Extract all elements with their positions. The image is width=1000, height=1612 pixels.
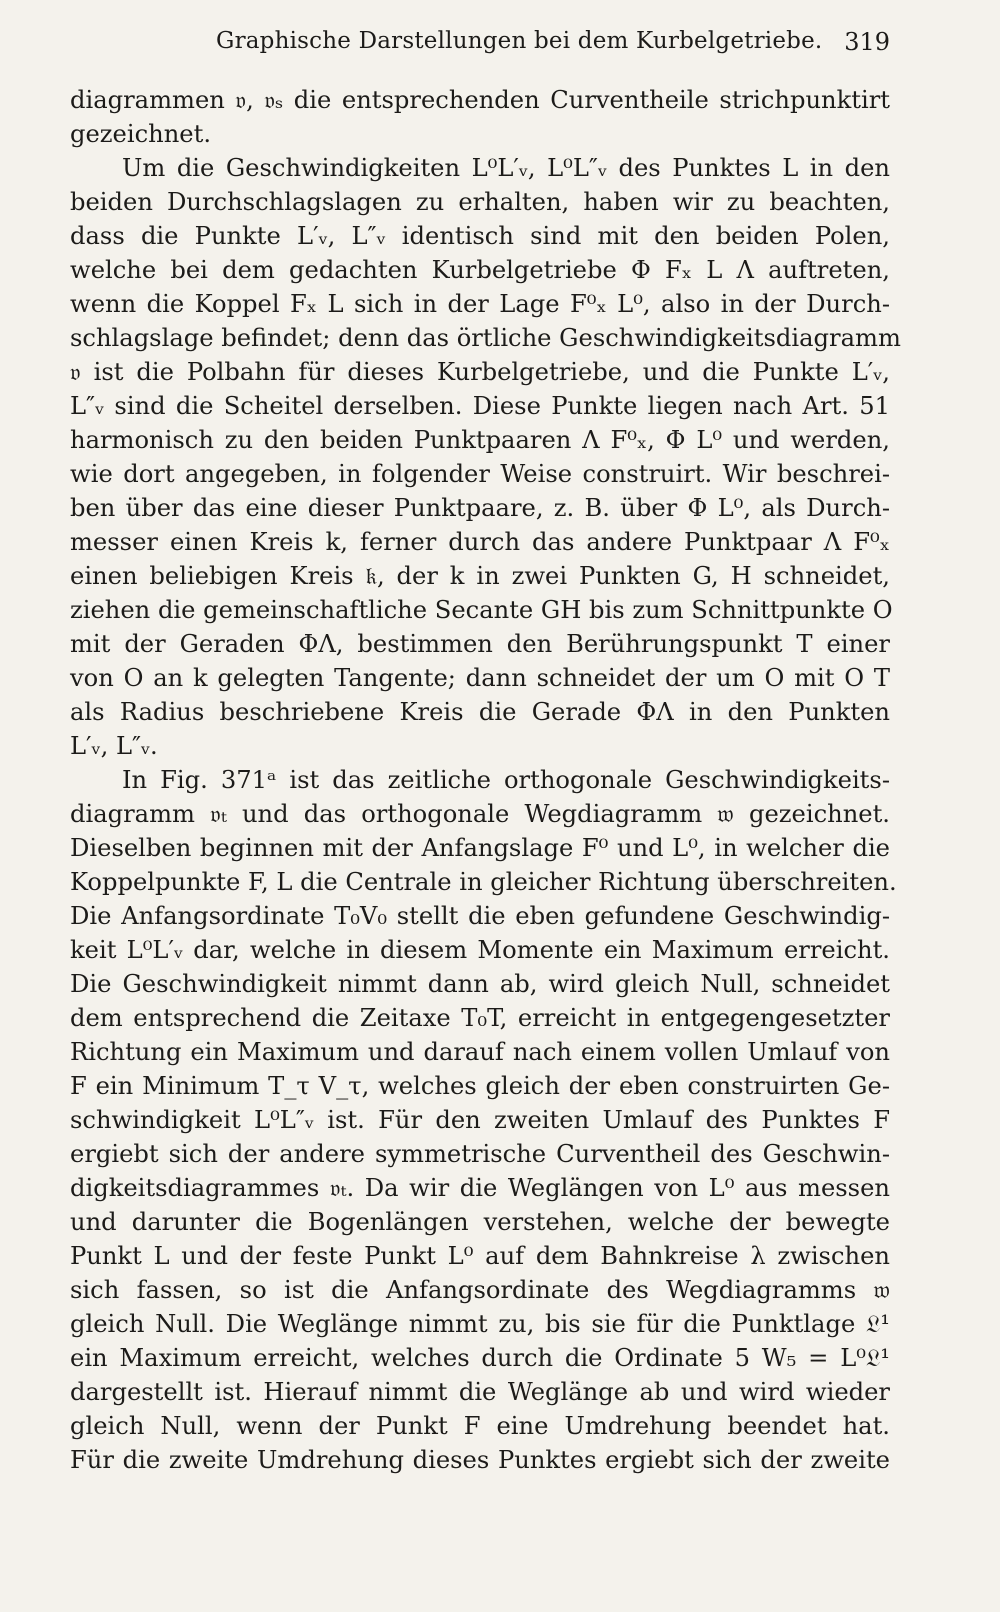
text-line: ein Maximum erreicht, welches durch die Ordinate 5 W₅ = L⁰𝔏¹ (70, 1344, 890, 1372)
text-line: ergiebt sich der andere symmetrische Curventheil des Geschwin- (70, 1140, 890, 1168)
text-line: ziehen die gemeinschaftliche Secante GH bis zum Schnittpunkte O (70, 596, 893, 624)
text-line: messer einen Kreis k, ferner durch das andere Punktpaar Λ F⁰ₓ (70, 528, 890, 556)
page-header (70, 22, 890, 62)
text-line: Punkt L und der feste Punkt L⁰ auf dem Bahnkreise λ zwischen (70, 1242, 890, 1270)
text-line: ben über das eine dieser Punktpaare, z. B. über Φ L⁰, als Durch- (70, 494, 890, 522)
text-line: schwindigkeit L⁰L″ᵥ ist. Für den zweiten Umlauf des Punktes F (70, 1106, 890, 1134)
text-line: gleich Null, wenn der Punkt F eine Umdrehung beendet hat. (70, 1412, 890, 1440)
text-line: Die Anfangsordinate T₀V₀ stellt die eben gefundene Geschwindig- (70, 902, 890, 930)
text-line: Die Geschwindigkeit nimmt dann ab, wird gleich Null, schneidet (70, 970, 890, 998)
text-line: Dieselben beginnen mit der Anfangslage F⁰ und L⁰, in welcher die (70, 834, 890, 862)
text-line: keit L⁰L′ᵥ dar, welche in diesem Momente ein Maximum erreicht. (70, 936, 890, 964)
text-line: dargestellt ist. Hierauf nimmt die Weglänge ab und wird wieder (70, 1378, 890, 1406)
text-line: beiden Durchschlagslagen zu erhalten, haben wir zu beachten, (70, 188, 890, 216)
text-line: F ein Minimum T_τ V_τ, welches gleich der eben construirten Ge- (70, 1072, 890, 1100)
text-line: sich fassen, so ist die Anfangsordinate des Wegdiagramms 𝔴 (70, 1276, 890, 1304)
text-line: schlagslage befindet; denn das örtliche Geschwindigkeitsdiagramm (70, 324, 901, 352)
text-line: L′ᵥ, L″ᵥ. (70, 732, 158, 760)
body-text (70, 83, 901, 1477)
text-line: und darunter die Bogenlängen verstehen, welche der bewegte (70, 1208, 890, 1236)
running-title: Graphische Darstellungen bei dem Kurbelgetriebe. (216, 28, 823, 54)
text-line: gezeichnet. (70, 120, 212, 148)
text-line: 𝔳 ist die Polbahn für dieses Kurbelgetriebe, und die Punkte L′ᵥ, (70, 358, 890, 386)
text-line: als Radius beschriebene Kreis die Gerade ΦΛ in den Punkten (70, 698, 890, 726)
text-line: digkeitsdiagrammes 𝔳ₜ. Da wir die Weglängen von L⁰ aus messen (70, 1174, 890, 1202)
text-line: diagrammen 𝔳, 𝔳ₛ die entsprechenden Curventheile strichpunktirt (70, 86, 890, 114)
text-line: mit der Geraden ΦΛ, bestimmen den Berührungspunkt T einer (70, 630, 890, 658)
text-line: Für die zweite Umdrehung dieses Punktes ergiebt sich der zweite (70, 1446, 890, 1474)
text-line: harmonisch zu den beiden Punktpaaren Λ F⁰ₓ, Φ L⁰ und werden, (70, 426, 890, 454)
text-line: von O an k gelegten Tangente; dann schneidet der um O mit O T (70, 664, 890, 692)
text-line: Richtung ein Maximum und darauf nach einem vollen Umlauf von (70, 1038, 890, 1066)
page-number: 319 (844, 28, 890, 56)
text-line: dass die Punkte L′ᵥ, L″ᵥ identisch sind mit den beiden Polen, (70, 222, 890, 250)
text-line: diagramm 𝔳ₜ und das orthogonale Wegdiagramm 𝔴 gezeichnet. (70, 800, 890, 828)
text-line: gleich Null. Die Weglänge nimmt zu, bis sie für die Punktlage 𝔏¹ (70, 1310, 890, 1338)
text-line: L″ᵥ sind die Scheitel derselben. Diese Punkte liegen nach Art. 51 (70, 392, 890, 420)
text-line: Um die Geschwindigkeiten L⁰L′ᵥ, L⁰L″ᵥ des Punktes L in den (122, 154, 890, 182)
text-line: dem entsprechend die Zeitaxe T₀T, erreicht in entgegengesetzter (70, 1004, 890, 1032)
text-line: wenn die Koppel Fₓ L sich in der Lage F⁰ₓ L⁰, also in der Durch- (70, 290, 890, 318)
text-line: In Fig. 371ᵃ ist das zeitliche orthogonale Geschwindigkeits- (122, 766, 890, 794)
text-line: wie dort angegeben, in folgender Weise construirt. Wir beschrei- (70, 460, 890, 488)
text-line: einen beliebigen Kreis 𝔨, der k in zwei Punkten G, H schneidet, (70, 562, 890, 590)
text-line: welche bei dem gedachten Kurbelgetriebe Φ Fₓ L Λ auftreten, (70, 256, 890, 284)
text-line: Koppelpunkte F, L die Centrale in gleicher Richtung überschreiten. (70, 868, 897, 896)
